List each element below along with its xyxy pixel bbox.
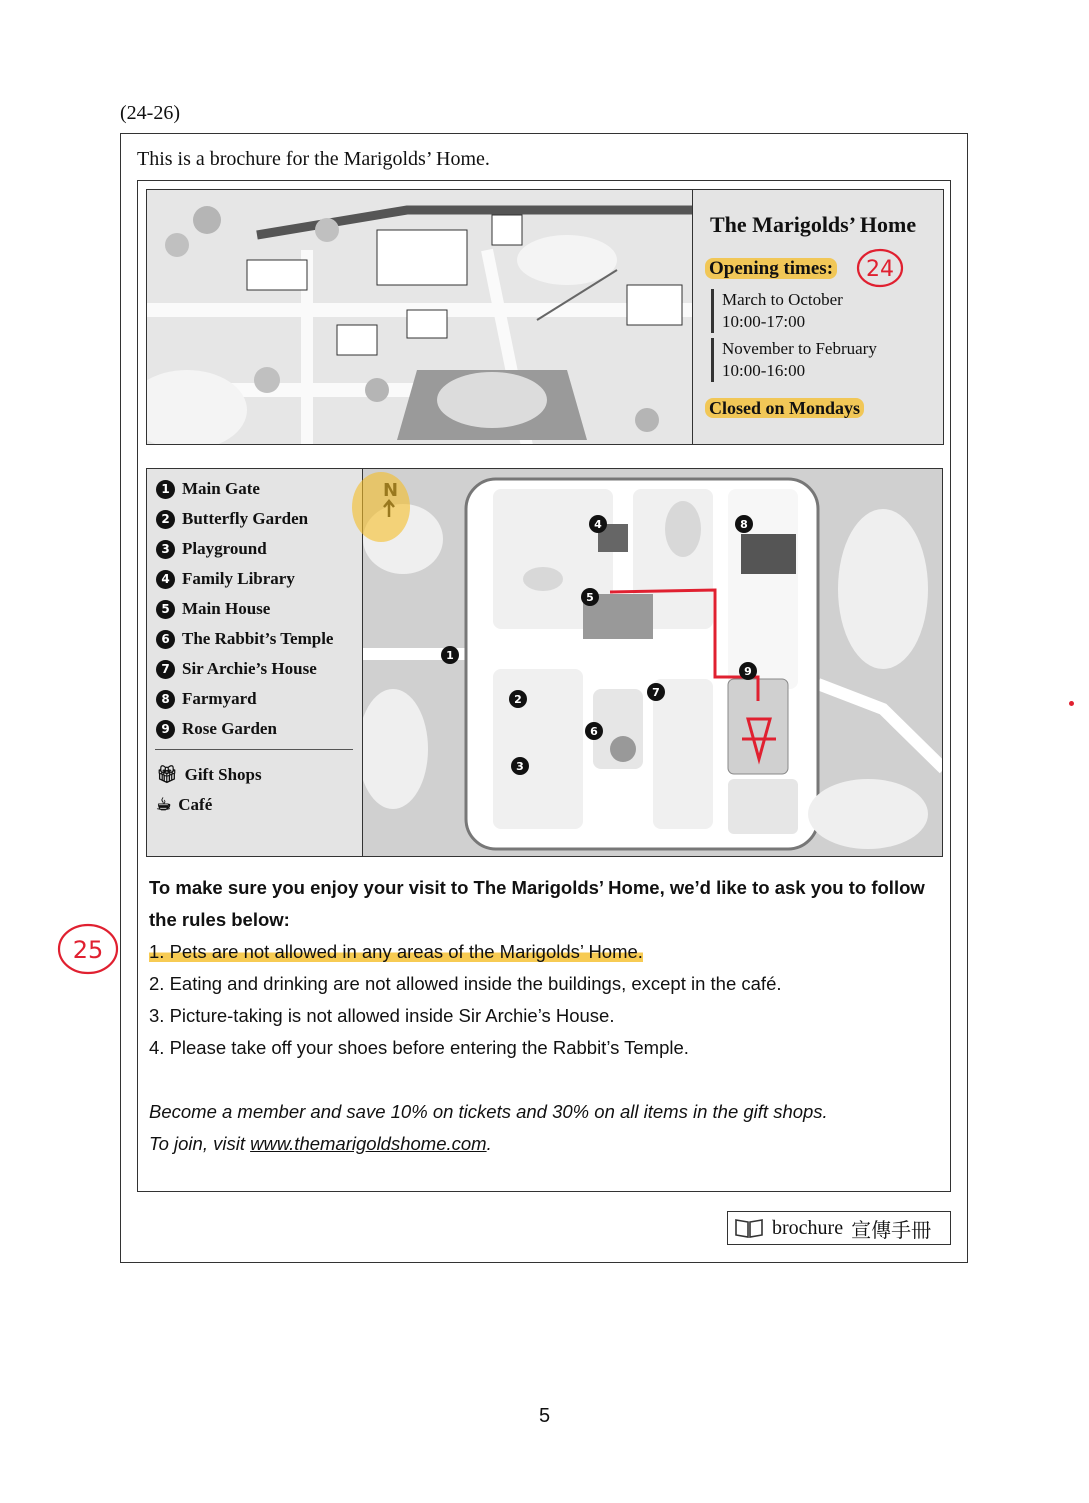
legend-label: Main Gate — [182, 479, 260, 498]
gift-icon: 🎁︎ — [156, 765, 178, 784]
legend-number-3: 3 — [156, 540, 175, 559]
rule-1: 1. Pets are not allowed in any areas of the Marigolds’ Home. — [149, 941, 643, 962]
legend-item-2 — [156, 509, 308, 529]
season-winter-months: November to February — [722, 339, 877, 358]
site-map — [362, 468, 943, 857]
estate-illustration — [146, 189, 693, 445]
legend-item-3 — [156, 539, 267, 559]
legend-item-5 — [156, 599, 270, 619]
coffee-cup-icon: ☕︎ — [156, 795, 172, 814]
legend-number-8: 8 — [156, 690, 175, 709]
map-marker-4: 4 — [589, 515, 607, 533]
season-summer-months: March to October — [722, 290, 843, 309]
glossary-box — [727, 1211, 951, 1245]
map-marker-3: 3 — [511, 757, 529, 775]
north-highlight — [352, 472, 410, 542]
red-mark — [1069, 701, 1074, 706]
legend-label: The Rabbit’s Temple — [182, 629, 334, 648]
season-summer — [711, 289, 843, 333]
legend-number-2: 2 — [156, 510, 175, 529]
rule-2: 2. Eating and drinking are not allowed inside the buildings, except in the café. — [149, 973, 782, 994]
legend-gift-shops: 🎁︎ Gift Shops — [156, 765, 262, 784]
map-marker-1: 1 — [441, 646, 459, 664]
legend-label: Family Library — [182, 569, 295, 588]
map-legend — [146, 468, 362, 857]
venue-title: The Marigolds’ Home — [710, 212, 917, 237]
legend-item-9 — [156, 719, 277, 739]
legend-label: Main House — [182, 599, 271, 618]
rule-4: 4. Please take off your shoes before entering the Rabbit’s Temple. — [149, 1037, 689, 1058]
legend-label: Playground — [182, 539, 267, 558]
book-icon — [734, 1217, 764, 1239]
legend-number-6: 6 — [156, 630, 175, 649]
legend-label: Butterfly Garden — [182, 509, 309, 528]
estate-illustration-drawing — [147, 190, 693, 445]
legend-item-7 — [156, 659, 317, 679]
map-marker-9: 9 — [739, 662, 757, 680]
season-summer-hours: 10:00-17:00 — [722, 312, 806, 331]
membership-link[interactable]: www.themarigoldshome.com — [250, 1133, 487, 1154]
legend-cafe: ☕︎ Café — [156, 795, 213, 814]
annotation-24-circle — [855, 247, 905, 289]
opening-times-label: Opening times: — [705, 258, 837, 280]
map-marker-7: 7 — [647, 683, 665, 701]
membership-line-1: Become a member and save 10% on tickets and 30% on all items in the gift shops. — [149, 1101, 828, 1122]
legend-divider — [155, 749, 353, 750]
legend-item-6 — [156, 629, 333, 649]
legend-number-9: 9 — [156, 720, 175, 739]
legend-label: Rose Garden — [182, 719, 277, 738]
legend-number-5: 5 — [156, 600, 175, 619]
visitor-rules — [149, 872, 949, 1064]
glossary-translation: 宣傳手冊 — [851, 1219, 932, 1242]
map-marker-8: 8 — [735, 515, 753, 533]
membership-note — [149, 1096, 828, 1160]
question-intro: This is a brochure for the Marigolds’ Home. — [137, 148, 490, 170]
season-winter-hours: 10:00-16:00 — [722, 361, 806, 380]
membership-line-2: To join, visit www.themarigoldshome.com. — [149, 1133, 492, 1154]
legend-number-4: 4 — [156, 570, 175, 589]
map-marker-2: 2 — [509, 690, 527, 708]
annotation-25-text: 25 — [72, 936, 104, 964]
legend-item-8 — [156, 689, 257, 709]
legend-number-7: 7 — [156, 660, 175, 679]
rules-intro: To make sure you enjoy your visit to The Marigolds’ Home, we’d like to ask you to follow the rules below: — [149, 877, 925, 930]
question-range: (24-26) — [120, 102, 180, 124]
annotation-24-text: 24 — [866, 257, 894, 282]
glossary-term: brochure — [772, 1216, 844, 1239]
legend-number-1: 1 — [156, 480, 175, 499]
legend-label: Sir Archie’s House — [182, 659, 317, 678]
legend-item-4 — [156, 569, 295, 589]
closed-day: Closed on Mondays — [705, 398, 864, 419]
page-number: 5 — [538, 1405, 551, 1427]
season-winter — [711, 338, 877, 382]
legend-item-1 — [156, 479, 260, 499]
legend-label: Farmyard — [182, 689, 257, 708]
opening-info-panel — [693, 189, 944, 445]
annotation-25-circle — [56, 922, 120, 976]
map-marker-5: 5 — [581, 588, 599, 606]
rule-3: 3. Picture-taking is not allowed inside Sir Archie’s House. — [149, 1005, 615, 1026]
map-marker-6: 6 — [585, 722, 603, 740]
